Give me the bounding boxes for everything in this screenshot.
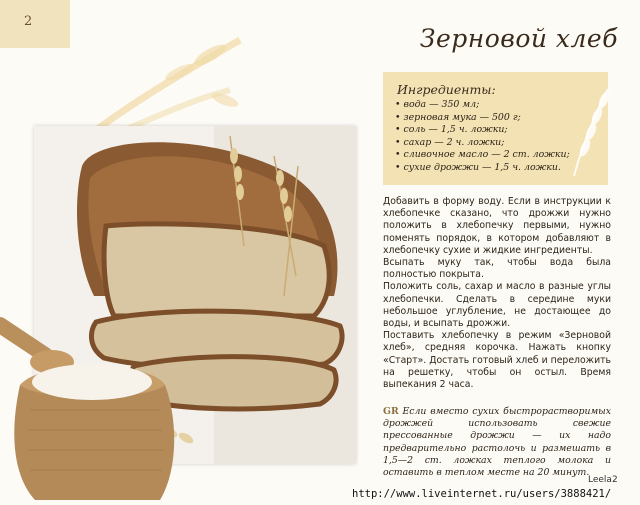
- tip-note: [383, 406, 611, 479]
- flour-sack-illustration: [0, 300, 185, 505]
- watermark-author: Leela2: [588, 475, 618, 485]
- page-number: 2: [24, 14, 33, 29]
- tip-text: Если вместо сухих быстрорастворимых дрожжей использовать свежие прессованные дрожжи — их надо предварительно растолочь и размешать в 1,5—2 ст. ложках теплого молока и оставить в теплом месте на 20 минут.: [383, 406, 611, 479]
- wheat-icon: [570, 84, 614, 179]
- instructions: [383, 196, 611, 391]
- instruction-paragraph: Добавить в форму воду. Если в инструкции к хлебопечке сказано, что дрожжи нужно положить в хлебопечку первыми, нужно поменять порядок, в котором добавляют в хлебопечку сухие и жидкие ингредиенты.: [383, 196, 611, 256]
- ingredient-item: • зерновая мука — 500 г;: [395, 112, 608, 125]
- ingredient-item: • сухие дрожжи — 1,5 ч. ложки.: [395, 162, 608, 175]
- watermark-url[interactable]: http://www.liveinternet.ru/users/3888421/: [352, 488, 612, 500]
- ingredients-heading: Ингредиенты:: [397, 82, 496, 97]
- page-title: Зерновой хлеб: [419, 24, 618, 53]
- tip-marker: GR: [383, 406, 399, 417]
- ingredient-item: • сливочное масло — 2 ст. ложки;: [395, 149, 608, 162]
- ingredients-box: [383, 72, 608, 185]
- ingredient-item: • соль — 1,5 ч. ложки;: [395, 124, 608, 137]
- ingredient-item: • вода — 350 мл;: [395, 99, 608, 112]
- instruction-paragraph: Всыпать муку так, чтобы вода была полностью покрыта.: [383, 257, 611, 281]
- instruction-paragraph: Поставить хлебопечку в режим «Зерновой хлеб», средняя корочка. Нажать кнопку «Старт». Достать готовый хлеб и переложить на решетку, чтобы он остыл. Время выпекания 2 часа.: [383, 330, 611, 391]
- ingredient-item: • сахар — 2 ч. ложки;: [395, 137, 608, 150]
- instruction-paragraph: Положить соль, сахар и масло в разные углы хлебопечки. Сделать в середине муки небольшое углубление, не достающее до воды, и всыпать дрожжи.: [383, 281, 611, 330]
